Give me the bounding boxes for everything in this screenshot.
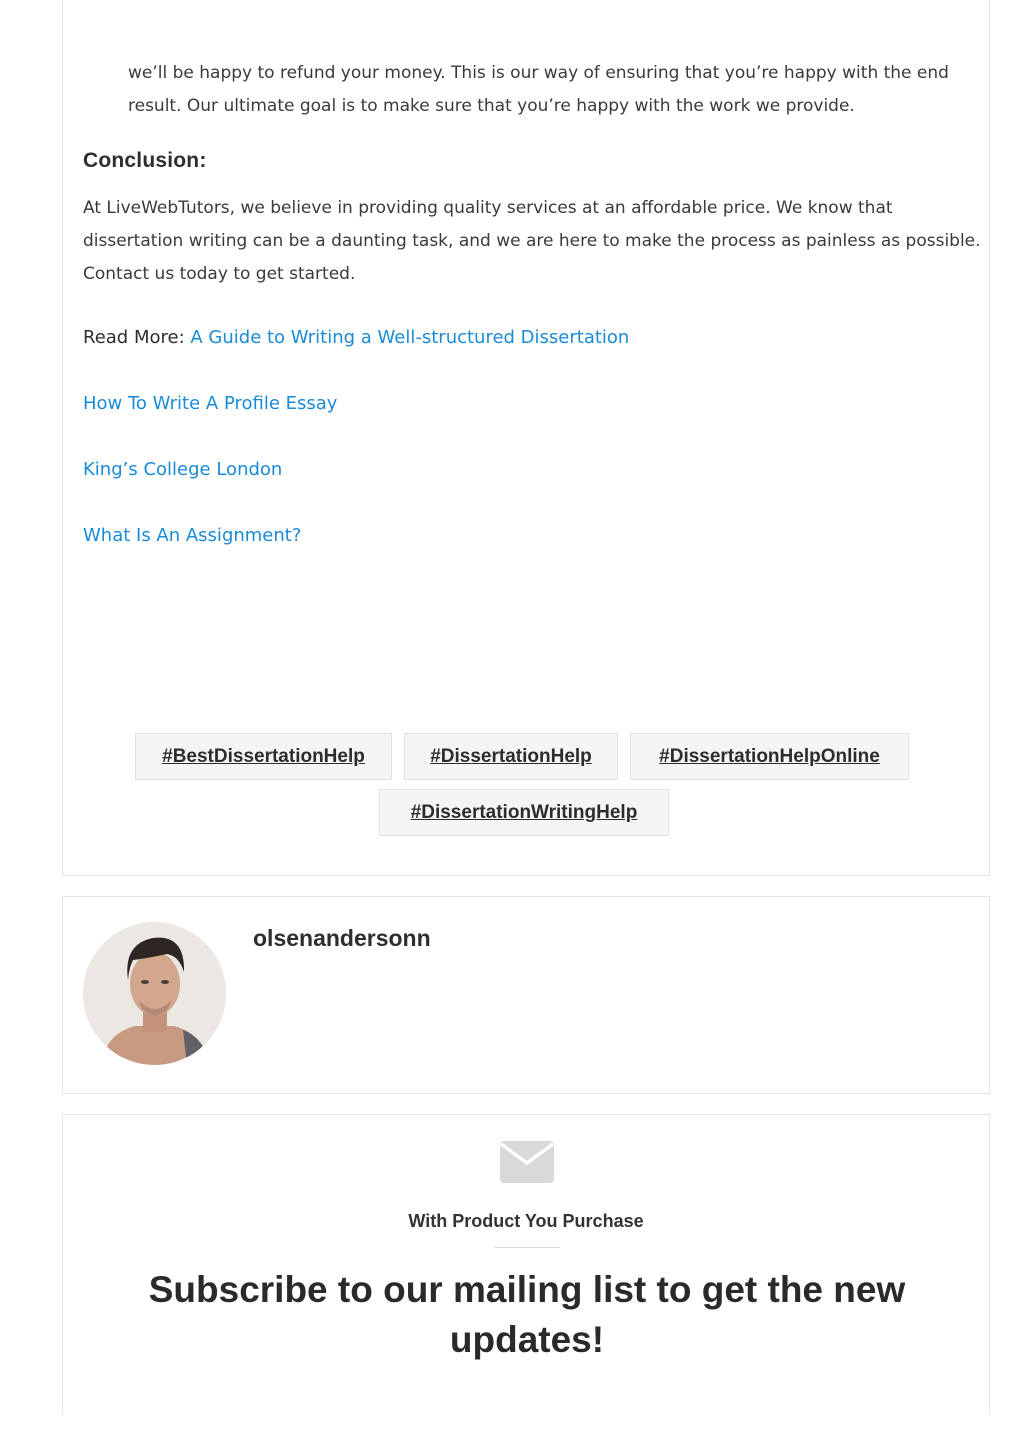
article-card (62, 0, 990, 876)
avatar-portrait-icon (83, 922, 226, 1065)
profile-essay-link[interactable]: How To Write A Profile Essay (83, 393, 338, 414)
author-card (62, 896, 990, 1094)
subscribe-eyebrow: With Product You Purchase (408, 1211, 644, 1231)
tag-dissertation-help-online[interactable]: #DissertationHelpOnline (630, 733, 909, 780)
tag-dissertation-writing-help[interactable]: #DissertationWritingHelp (379, 789, 669, 836)
read-more-label: Read More: (83, 327, 185, 348)
author-name[interactable]: olsenandersonn (253, 925, 431, 951)
refund-paragraph: we’ll be happy to refund your money. This is our way of ensuring that you’re happy with the end result. Our ultimate goal is to make sure that you’re happy with the work we provide. (128, 63, 949, 116)
guide-dissertation-link[interactable]: A Guide to Writing a Well-structured Dissertation (190, 327, 630, 348)
kings-college-line (83, 459, 282, 480)
eyebrow-divider (494, 1247, 560, 1248)
subscribe-card (62, 1114, 990, 1414)
conclusion-heading: Conclusion: (83, 149, 207, 172)
kings-college-link[interactable]: King’s College London (83, 459, 283, 480)
envelope-icon (500, 1141, 554, 1183)
assignment-line (83, 525, 301, 546)
profile-essay-line (83, 393, 337, 414)
author-avatar[interactable] (83, 922, 226, 1065)
assignment-link[interactable]: What Is An Assignment? (83, 525, 302, 546)
tag-best-dissertation-help[interactable]: #BestDissertationHelp (135, 733, 392, 780)
read-more-line (83, 327, 629, 348)
subscribe-heading: Subscribe to our mailing list to get the new updates! (148, 1269, 906, 1360)
tag-dissertation-help[interactable]: #DissertationHelp (404, 733, 618, 780)
conclusion-paragraph: At LiveWebTutors, we believe in providing quality services at an affordable price. We know that dissertation writing can be a daunting task, and we are here to make the process as painless as possible. Contact us today to get started. (83, 198, 981, 284)
